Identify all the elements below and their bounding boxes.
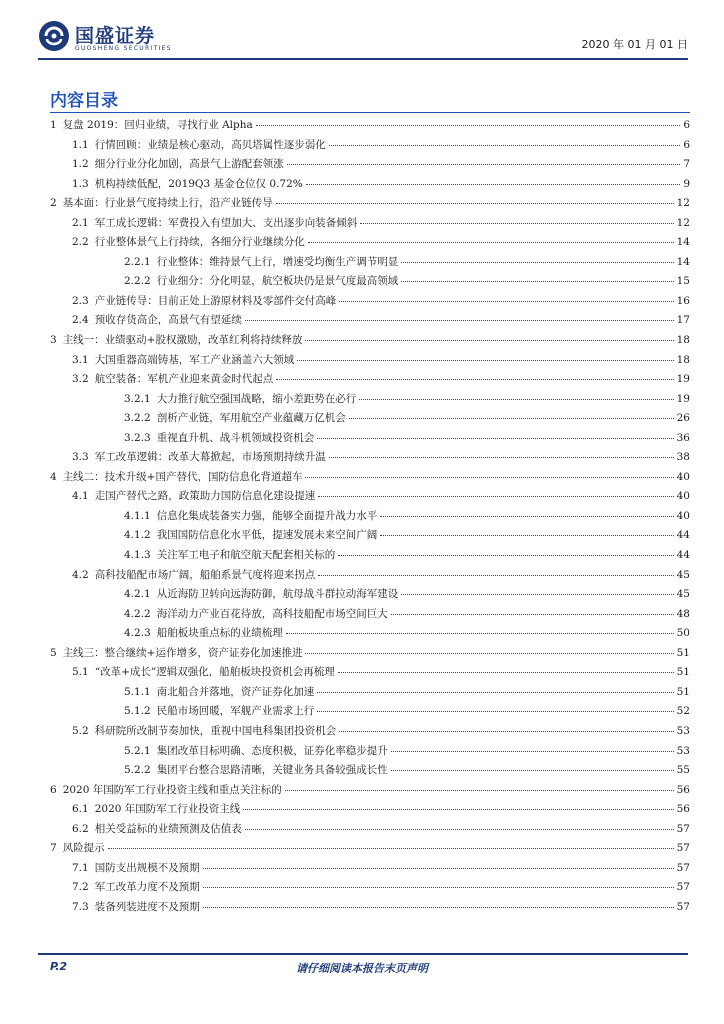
toc-entry-page: 16 (676, 294, 690, 307)
toc-leader-dots (256, 124, 681, 126)
toc-leader-dots (317, 691, 673, 693)
toc-entry-page: 52 (676, 705, 690, 718)
toc-leader-dots (245, 828, 674, 830)
toc-entry-page: 56 (676, 803, 690, 816)
page-number: P.2 (50, 960, 68, 973)
toc-entry-title: 主线三：整合继续+运作增多，资产证券化加速推进 (62, 646, 303, 659)
toc-leader-dots (286, 632, 674, 634)
toc-leader-dots (203, 886, 674, 888)
toc-leader-dots (203, 906, 674, 908)
toc-leader-dots (349, 417, 674, 419)
toc-entry-title: 相关受益标的业绩预测及估值表 (94, 822, 242, 835)
toc-entry-page: 19 (676, 392, 690, 405)
table-of-contents (50, 117, 690, 918)
toc-entry-number: 2.1 (72, 216, 89, 229)
toc-entry-number: 7 (50, 842, 57, 855)
toc-entry-number: 2 (50, 197, 57, 210)
toc-leader-dots (401, 593, 673, 595)
toc-entry-page: 38 (676, 451, 690, 464)
toc-entry-title: 2020 年国防军工行业投资主线和重点关注标的 (62, 783, 282, 796)
toc-entry[interactable] (50, 293, 690, 313)
toc-entry[interactable] (50, 586, 690, 606)
toc-leader-dots (305, 652, 673, 654)
toc-entry-title: 关注军工电子和航空航天配套相关标的 (156, 549, 336, 562)
toc-entry[interactable] (50, 352, 690, 372)
toc-entry[interactable] (50, 879, 690, 899)
toc-entry[interactable] (50, 137, 690, 157)
toc-leader-dots (380, 515, 673, 517)
toc-entry[interactable] (50, 469, 690, 489)
toc-entry-page: 40 (676, 509, 690, 522)
toc-entry-number: 4.2.3 (124, 627, 151, 640)
toc-entry-number: 2.2.2 (124, 275, 151, 288)
toc-leader-dots (108, 847, 674, 849)
toc-entry[interactable] (50, 371, 690, 391)
toc-entry-page: 56 (676, 783, 690, 796)
toc-entry-title: 科研院所改制节奏加快，重视中国电科集团投资机会 (94, 724, 337, 737)
report-date: 2020 年 01 月 01 日 (581, 38, 688, 51)
toc-entry-number: 5.1.1 (124, 685, 151, 698)
toc-entry-number: 5 (50, 646, 57, 659)
toc-leader-dots (339, 730, 673, 732)
toc-entry-page: 57 (676, 861, 690, 874)
toc-entry-page: 50 (676, 627, 690, 640)
toc-entry-page: 48 (676, 607, 690, 620)
toc-entry[interactable] (50, 430, 690, 450)
toc-entry-page: 9 (683, 177, 690, 190)
toc-entry-page: 51 (676, 666, 690, 679)
toc-entry-number: 2.2.1 (124, 255, 151, 268)
toc-entry-number: 1.1 (72, 138, 89, 151)
toc-entry-title: 大国重器高端铸基，军工产业涵盖六大领域 (94, 353, 295, 366)
toc-entry[interactable] (50, 156, 690, 176)
toc-entry-page: 15 (676, 275, 690, 288)
toc-leader-dots (287, 163, 681, 165)
toc-entry-page: 36 (676, 431, 690, 444)
toc-entry[interactable] (50, 684, 690, 704)
toc-entry[interactable] (50, 645, 690, 665)
toc-entry-page: 14 (676, 236, 690, 249)
toc-entry-title: 军工改革逻辑：改革大幕掀起，市场预期持续升温 (94, 451, 326, 464)
toc-entry[interactable] (50, 703, 690, 723)
toc-entry-number: 3.1 (72, 353, 89, 366)
toc-entry[interactable] (50, 860, 690, 880)
toc-entry-page: 57 (676, 900, 690, 913)
toc-entry-page: 51 (676, 646, 690, 659)
toc-entry[interactable] (50, 488, 690, 508)
toc-entry-title: “改革+成长”逻辑双强化，船舶板块投资机会再梳理 (94, 666, 335, 679)
toc-entry-number: 1.2 (72, 158, 89, 171)
toc-entry-number: 5.2.1 (124, 744, 151, 757)
toc-entry-page: 45 (676, 588, 690, 601)
toc-leader-dots (317, 710, 673, 712)
toc-leader-dots (306, 183, 681, 185)
toc-entry-page: 18 (676, 334, 690, 347)
toc-entry[interactable] (50, 664, 690, 684)
toc-entry-number: 4.1.2 (124, 529, 151, 542)
toc-entry-number: 6 (50, 783, 57, 796)
toc-entry-title: 主线二：技术升级+国产替代，国防信息化背道超车 (62, 470, 303, 483)
toc-entry[interactable] (50, 567, 690, 587)
toc-entry-title: 国防支出规模不及预期 (94, 861, 200, 874)
toc-entry[interactable] (50, 801, 690, 821)
toc-entry[interactable] (50, 234, 690, 254)
toc-entry[interactable] (50, 332, 690, 352)
toc-entry-title: 我国国防信息化水平低，提速发展未来空间广阔 (156, 529, 378, 542)
toc-entry[interactable] (50, 410, 690, 430)
toc-entry[interactable] (50, 117, 690, 137)
toc-leader-dots (338, 671, 674, 673)
toc-leader-dots (318, 574, 673, 576)
toc-entry-page: 26 (676, 412, 690, 425)
toc-entry[interactable] (50, 527, 690, 547)
toc-entry-title: 信息化集成装备实力强，能够全面提升战力水平 (156, 509, 378, 522)
toc-leader-dots (276, 378, 673, 380)
toc-entry-title: 民船市场回暖，军舰产业需求上行 (156, 705, 315, 718)
toc-entry-title: 高科技船配市场广阔，船舶系景气度将迎来拐点 (94, 568, 316, 581)
toc-entry-title: 从近海防卫转向远海防御，航母战斗群拉动海军建设 (156, 588, 399, 601)
toc-leader-dots (360, 222, 673, 224)
footer-divider (38, 953, 688, 955)
toc-entry-page: 57 (676, 822, 690, 835)
toc-leader-dots (308, 241, 674, 243)
toc-entry-title: 南北船合并落地，资产证券化加速 (156, 685, 315, 698)
toc-title-divider (50, 112, 690, 113)
toc-entry-title: 预收存货高企，高景气有望延续 (94, 314, 242, 327)
toc-entry-title: 船舶板块重点标的业绩梳理 (156, 627, 283, 640)
toc-entry-title: 基本面：行业景气度持续上行，沿产业链传导 (62, 197, 273, 210)
toc-entry-title: 重视直升机、战斗机领域投资机会 (156, 431, 315, 444)
header-divider (38, 58, 688, 60)
toc-entry-page: 18 (676, 353, 690, 366)
toc-entry-title: 航空装备：军机产业迎来黄金时代起点 (94, 373, 274, 386)
toc-entry-number: 7.2 (72, 881, 89, 894)
toc-entry-page: 44 (676, 529, 690, 542)
toc-entry[interactable] (50, 176, 690, 196)
toc-leader-dots (243, 808, 673, 810)
toc-entry[interactable] (50, 743, 690, 763)
toc-entry-title: 主线一：业绩驱动+股权激励，改革红利将持续释放 (62, 334, 303, 347)
toc-entry-title: 走国产替代之路，政策助力国防信息化建设提速 (94, 490, 316, 503)
toc-entry-number: 1.3 (72, 177, 89, 190)
toc-entry-page: 40 (676, 470, 690, 483)
toc-leader-dots (391, 750, 674, 752)
toc-entry-page: 40 (676, 490, 690, 503)
toc-entry-title: 行情回顾：业绩是核心驱动，高贝塔属性逐步弱化 (94, 138, 326, 151)
toc-entry[interactable] (50, 840, 690, 860)
toc-entry[interactable] (50, 254, 690, 274)
guosheng-logo-icon (38, 20, 70, 52)
toc-entry[interactable] (50, 723, 690, 743)
toc-leader-dots (305, 339, 673, 341)
toc-leader-dots (203, 867, 674, 869)
toc-entry[interactable] (50, 449, 690, 469)
toc-entry-page: 14 (676, 255, 690, 268)
toc-leader-dots (297, 359, 673, 361)
toc-entry-title: 行业细分：分化明显，航空板块仍是景气度最高领域 (156, 275, 399, 288)
toc-leader-dots (329, 144, 681, 146)
toc-leader-dots (391, 613, 674, 615)
toc-entry-page: 55 (676, 764, 690, 777)
toc-entry-number: 3.3 (72, 451, 89, 464)
toc-entry-number: 5.2 (72, 724, 89, 737)
toc-entry[interactable] (50, 762, 690, 782)
toc-entry[interactable] (50, 821, 690, 841)
toc-entry-number: 4.2 (72, 568, 89, 581)
toc-entry-number: 2.2 (72, 236, 89, 249)
toc-entry-number: 2.4 (72, 314, 89, 327)
toc-entry[interactable] (50, 195, 690, 215)
toc-entry-number: 3.2.3 (124, 431, 151, 444)
toc-entry-number: 3 (50, 334, 57, 347)
toc-leader-dots (317, 437, 673, 439)
toc-entry-number: 4.2.1 (124, 588, 151, 601)
toc-title: 内容目录 (50, 91, 118, 111)
toc-entry-number: 7.3 (72, 900, 89, 913)
toc-entry-page: 51 (676, 685, 690, 698)
toc-leader-dots (339, 300, 673, 302)
toc-entry-title: 产业链传导：目前正处上游原材料及零部件交付高峰 (94, 294, 337, 307)
toc-leader-dots (329, 456, 674, 458)
toc-leader-dots (276, 202, 674, 204)
toc-leader-dots (401, 261, 673, 263)
toc-entry-page: 6 (683, 119, 690, 131)
toc-leader-dots (318, 495, 673, 497)
toc-entry-page: 53 (676, 724, 690, 737)
toc-entry-title: 风险提示 (62, 842, 105, 855)
toc-entry-number: 4.1 (72, 490, 89, 503)
toc-entry-page: 12 (676, 197, 690, 210)
disclaimer-note: 请仔细阅读本报告末页声明 (296, 962, 428, 975)
toc-leader-dots (380, 534, 673, 536)
toc-entry[interactable] (50, 508, 690, 528)
toc-entry-page: 44 (676, 549, 690, 562)
toc-entry[interactable] (50, 312, 690, 332)
toc-leader-dots (359, 398, 673, 400)
toc-leader-dots (401, 280, 673, 282)
toc-entry-number: 5.1.2 (124, 705, 151, 718)
toc-entry-number: 4.1.1 (124, 509, 151, 522)
toc-leader-dots (245, 319, 674, 321)
toc-entry-page: 12 (676, 216, 690, 229)
toc-entry-title: 集团改革目标明确、态度积极，证券化率稳步提升 (156, 744, 388, 757)
toc-entry-title: 行业整体景气上行持续，各细分行业继续分化 (94, 236, 305, 249)
toc-entry-page: 57 (676, 881, 690, 894)
toc-entry-title: 集团平台整合思路清晰，关键业务具备较强成长性 (156, 764, 388, 777)
toc-entry-page: 57 (676, 842, 690, 855)
toc-entry[interactable] (50, 782, 690, 802)
toc-entry[interactable] (50, 273, 690, 293)
toc-entry-number: 5.2.2 (124, 764, 151, 777)
toc-entry-number: 3.2 (72, 373, 89, 386)
toc-entry-title: 海洋动力产业百花待放，高科技船配市场空间巨大 (156, 607, 388, 620)
toc-entry-number: 1 (50, 119, 57, 131)
toc-entry-number: 4.1.3 (124, 549, 151, 562)
toc-entry[interactable] (50, 547, 690, 567)
toc-entry-number: 4 (50, 470, 57, 483)
toc-entry-page: 6 (683, 138, 690, 151)
toc-entry-number: 3.2.2 (124, 412, 151, 425)
toc-entry-title: 装备列装进度不及预期 (94, 900, 200, 913)
toc-entry[interactable] (50, 215, 690, 235)
toc-leader-dots (391, 769, 674, 771)
toc-entry[interactable] (50, 606, 690, 626)
toc-entry-title: 机构持续低配，2019Q3 基金仓位仅 0.72% (94, 177, 303, 190)
toc-entry-title: 细分行业分化加剧，高景气上游配套领涨 (94, 158, 284, 171)
toc-entry-title: 军工成长逻辑：军费投入有望加大、支出逐步向装备倾斜 (94, 216, 358, 229)
toc-entry-number: 4.2.2 (124, 607, 151, 620)
toc-entry-title: 行业整体：维持景气上行，增速受均衡生产调节明显 (156, 255, 399, 268)
toc-entry-page: 45 (676, 568, 690, 581)
page-header (38, 20, 688, 56)
toc-entry-number: 3.2.1 (124, 392, 151, 405)
toc-entry[interactable] (50, 625, 690, 645)
toc-entry-title: 2020 年国防军工行业投资主线 (94, 803, 241, 816)
toc-entry-title: 大力推行航空强国战略，缩小差距势在必行 (156, 392, 357, 405)
toc-entry[interactable] (50, 391, 690, 411)
toc-entry-page: 19 (676, 373, 690, 386)
toc-entry-title: 剖析产业链，军用航空产业蕴藏万亿机会 (156, 412, 346, 425)
toc-entry-page: 7 (683, 158, 690, 171)
toc-entry-number: 6.2 (72, 822, 89, 835)
toc-entry-page: 53 (676, 744, 690, 757)
company-name-en: GUOSHENG SECURITIES (75, 45, 172, 52)
toc-leader-dots (338, 554, 673, 556)
toc-entry-page: 17 (676, 314, 690, 327)
toc-leader-dots (305, 476, 673, 478)
toc-entry-number: 2.3 (72, 294, 89, 307)
toc-entry[interactable] (50, 899, 690, 919)
toc-entry-number: 6.1 (72, 803, 89, 816)
toc-entry-title: 军工改革力度不及预期 (94, 881, 200, 894)
toc-leader-dots (285, 789, 674, 791)
toc-entry-title: 复盘 2019：回归业绩，寻找行业 Alpha (62, 119, 253, 131)
toc-entry-number: 5.1 (72, 666, 89, 679)
toc-entry-number: 7.1 (72, 861, 89, 874)
company-name: 国盛证券 (75, 25, 156, 47)
